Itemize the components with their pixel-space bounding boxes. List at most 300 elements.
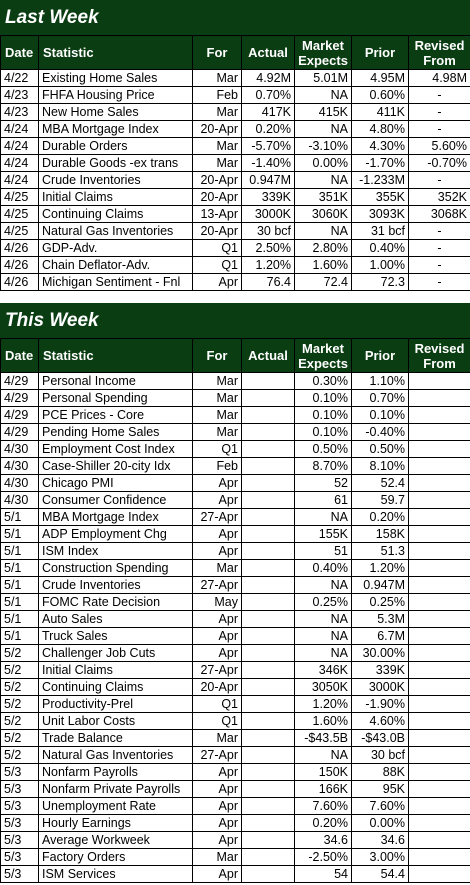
last-week-table [0,35,470,291]
table-row [1,223,470,240]
cell-market-expects: NA [295,611,352,628]
cell-prior: 88K [352,764,409,781]
cell-actual: 76.4 [242,274,295,291]
table-row [1,424,470,441]
cell-prior: 5.3M [352,611,409,628]
cell-date: 4/29 [1,390,39,407]
cell-market-expects: 155K [295,526,352,543]
cell-prior: 30.00% [352,645,409,662]
cell-revised-from [409,662,470,679]
cell-statistic: Continuing Claims [39,679,193,696]
cell-prior: 0.50% [352,441,409,458]
cell-statistic: Auto Sales [39,611,193,628]
table-row [1,240,470,257]
cell-market-expects: NA [295,577,352,594]
cell-actual [242,458,295,475]
cell-statistic: Chain Deflator-Adv. [39,257,193,274]
cell-date: 5/2 [1,730,39,747]
cell-revised-from [409,730,470,747]
cell-revised-from [409,390,470,407]
cell-prior: 4.80% [352,121,409,138]
cell-actual: 339K [242,189,295,206]
cell-date: 5/2 [1,662,39,679]
cell-prior: 4.30% [352,138,409,155]
cell-prior: 52.4 [352,475,409,492]
cell-for: Mar [193,373,242,390]
cell-statistic: Chicago PMI [39,475,193,492]
header-for: For [193,36,242,70]
cell-for: Mar [193,390,242,407]
cell-date: 5/3 [1,832,39,849]
cell-for: 20-Apr [193,223,242,240]
cell-for: Mar [193,849,242,866]
cell-revised-from [409,373,470,390]
table-row [1,781,470,798]
cell-for: Apr [193,866,242,883]
cell-statistic: Construction Spending [39,560,193,577]
cell-prior: 7.60% [352,798,409,815]
cell-statistic: ADP Employment Chg [39,526,193,543]
table-row [1,526,470,543]
cell-date: 5/2 [1,679,39,696]
cell-actual [242,815,295,832]
cell-date: 5/2 [1,713,39,730]
cell-revised-from: -0.70% [409,155,470,172]
table-row [1,849,470,866]
cell-prior: 0.00% [352,815,409,832]
cell-market-expects: 150K [295,764,352,781]
cell-market-expects: NA [295,121,352,138]
cell-actual [242,747,295,764]
cell-date: 4/24 [1,172,39,189]
cell-revised-from [409,424,470,441]
cell-actual [242,849,295,866]
cell-statistic: Consumer Confidence [39,492,193,509]
cell-revised-from [409,611,470,628]
cell-date: 4/24 [1,155,39,172]
cell-revised-from [409,543,470,560]
cell-for: Mar [193,424,242,441]
cell-market-expects: 54 [295,866,352,883]
cell-actual [242,390,295,407]
table-row [1,577,470,594]
cell-actual [242,560,295,577]
header-prior: Prior [352,339,409,373]
table-row [1,764,470,781]
cell-statistic: Case-Shiller 20-city Idx [39,458,193,475]
cell-prior: 0.70% [352,390,409,407]
cell-revised-from: - [409,223,470,240]
cell-prior: -$43.0B [352,730,409,747]
table-row [1,679,470,696]
cell-market-expects: 346K [295,662,352,679]
cell-date: 5/1 [1,594,39,611]
cell-market-expects: 1.60% [295,713,352,730]
cell-market-expects: 0.25% [295,594,352,611]
cell-revised-from [409,764,470,781]
cell-for: Apr [193,611,242,628]
cell-revised-from [409,458,470,475]
cell-date: 4/23 [1,104,39,121]
cell-prior: -0.40% [352,424,409,441]
cell-market-expects: 3050K [295,679,352,696]
cell-date: 4/30 [1,475,39,492]
cell-statistic: MBA Mortgage Index [39,121,193,138]
table-row [1,407,470,424]
cell-prior: 8.10% [352,458,409,475]
cell-market-expects: 5.01M [295,70,352,87]
table-row [1,645,470,662]
table-row [1,189,470,206]
header-market-expects [295,36,352,70]
cell-date: 5/1 [1,526,39,543]
cell-statistic: Truck Sales [39,628,193,645]
cell-statistic: FOMC Rate Decision [39,594,193,611]
cell-prior: 4.95M [352,70,409,87]
cell-prior: -1.90% [352,696,409,713]
cell-date: 5/3 [1,815,39,832]
table-row [1,730,470,747]
cell-for: Apr [193,764,242,781]
cell-actual [242,764,295,781]
cell-market-expects: 415K [295,104,352,121]
section-title-last-week: Last Week [0,0,470,35]
cell-revised-from [409,696,470,713]
cell-actual: 4.92M [242,70,295,87]
table-row [1,713,470,730]
cell-prior: 3.00% [352,849,409,866]
cell-for: Mar [193,104,242,121]
cell-for: Apr [193,798,242,815]
cell-for: 27-Apr [193,577,242,594]
cell-for: Apr [193,832,242,849]
cell-revised-from: - [409,87,470,104]
cell-date: 4/25 [1,223,39,240]
cell-date: 5/1 [1,560,39,577]
cell-for: Mar [193,560,242,577]
cell-actual [242,543,295,560]
cell-revised-from [409,577,470,594]
cell-prior: 0.25% [352,594,409,611]
cell-statistic: Natural Gas Inventories [39,223,193,240]
header-statistic: Statistic [39,36,193,70]
cell-revised-from [409,815,470,832]
cell-date: 5/2 [1,645,39,662]
cell-date: 5/3 [1,764,39,781]
cell-prior: 31 bcf [352,223,409,240]
cell-statistic: Nonfarm Private Payrolls [39,781,193,798]
table-row [1,257,470,274]
table-row [1,543,470,560]
table-row [1,87,470,104]
header-revised-from-line2: From [423,52,456,68]
cell-market-expects: 0.00% [295,155,352,172]
section-title-this-week: This Week [0,303,470,338]
cell-for: May [193,594,242,611]
cell-revised-from [409,866,470,883]
cell-revised-from [409,475,470,492]
cell-for: Apr [193,475,242,492]
cell-for: Mar [193,138,242,155]
cell-statistic: Personal Spending [39,390,193,407]
cell-actual [242,662,295,679]
cell-for: 20-Apr [193,189,242,206]
cell-for: Feb [193,87,242,104]
cell-prior: 72.3 [352,274,409,291]
cell-market-expects: 34.6 [295,832,352,849]
cell-prior: 1.00% [352,257,409,274]
cell-prior: 1.20% [352,560,409,577]
cell-for: Mar [193,155,242,172]
cell-market-expects: 52 [295,475,352,492]
cell-statistic: Crude Inventories [39,172,193,189]
cell-market-expects: NA [295,172,352,189]
cell-date: 4/29 [1,407,39,424]
cell-revised-from [409,645,470,662]
cell-market-expects: 0.10% [295,407,352,424]
table-row [1,172,470,189]
header-market-expects-line1: Market [302,37,344,53]
header-for: For [193,339,242,373]
cell-actual [242,781,295,798]
cell-statistic: PCE Prices - Core [39,407,193,424]
cell-market-expects: 51 [295,543,352,560]
cell-market-expects: 351K [295,189,352,206]
cell-revised-from: - [409,172,470,189]
cell-prior: 0.947M [352,577,409,594]
table-row [1,815,470,832]
cell-for: Q1 [193,441,242,458]
cell-market-expects: 2.80% [295,240,352,257]
cell-market-expects: NA [295,509,352,526]
cell-date: 5/3 [1,798,39,815]
cell-date: 5/2 [1,696,39,713]
cell-date: 4/29 [1,373,39,390]
cell-statistic: Productivity-Prel [39,696,193,713]
cell-prior: 3000K [352,679,409,696]
table-row [1,475,470,492]
table-row [1,274,470,291]
cell-statistic: Durable Orders [39,138,193,155]
cell-date: 4/24 [1,138,39,155]
table-row [1,390,470,407]
cell-actual [242,594,295,611]
cell-prior: 355K [352,189,409,206]
cell-date: 4/25 [1,189,39,206]
cell-revised-from [409,747,470,764]
table-row [1,611,470,628]
cell-revised-from [409,560,470,577]
cell-date: 4/26 [1,274,39,291]
cell-revised-from: - [409,257,470,274]
cell-statistic: Durable Goods -ex trans [39,155,193,172]
cell-revised-from [409,679,470,696]
cell-actual [242,492,295,509]
cell-revised-from: - [409,274,470,291]
cell-date: 4/24 [1,121,39,138]
cell-market-expects: 0.40% [295,560,352,577]
cell-prior: 4.60% [352,713,409,730]
cell-actual [242,526,295,543]
cell-revised-from [409,441,470,458]
cell-date: 5/1 [1,577,39,594]
table-row [1,662,470,679]
cell-date: 4/26 [1,257,39,274]
cell-actual: -1.40% [242,155,295,172]
cell-revised-from [409,781,470,798]
cell-statistic: Average Workweek [39,832,193,849]
cell-market-expects: 0.10% [295,424,352,441]
cell-statistic: Personal Income [39,373,193,390]
cell-date: 4/23 [1,87,39,104]
cell-statistic: Employment Cost Index [39,441,193,458]
cell-for: Apr [193,492,242,509]
cell-statistic: Michigan Sentiment - Fnl [39,274,193,291]
cell-market-expects: NA [295,223,352,240]
cell-statistic: Hourly Earnings [39,815,193,832]
cell-date: 4/30 [1,492,39,509]
cell-actual: 417K [242,104,295,121]
cell-prior: 339K [352,662,409,679]
table-row [1,560,470,577]
cell-prior: 30 bcf [352,747,409,764]
table-row [1,458,470,475]
cell-revised-from [409,509,470,526]
cell-date: 4/22 [1,70,39,87]
header-revised-from-line2: From [423,355,456,371]
header-prior: Prior [352,36,409,70]
cell-actual: 3000K [242,206,295,223]
cell-actual [242,475,295,492]
table-row [1,441,470,458]
cell-for: Apr [193,628,242,645]
cell-statistic: Crude Inventories [39,577,193,594]
table-row [1,492,470,509]
cell-statistic: MBA Mortgage Index [39,509,193,526]
cell-prior: -1.70% [352,155,409,172]
cell-market-expects: 7.60% [295,798,352,815]
cell-market-expects: 0.20% [295,815,352,832]
cell-actual: 2.50% [242,240,295,257]
cell-date: 4/25 [1,206,39,223]
cell-market-expects: 72.4 [295,274,352,291]
cell-for: 27-Apr [193,662,242,679]
cell-date: 5/1 [1,611,39,628]
cell-for: Apr [193,274,242,291]
cell-revised-from: - [409,240,470,257]
cell-for: Apr [193,781,242,798]
cell-actual [242,441,295,458]
cell-prior: 158K [352,526,409,543]
cell-actual [242,577,295,594]
cell-revised-from [409,832,470,849]
cell-market-expects: 1.20% [295,696,352,713]
cell-statistic: FHFA Housing Price [39,87,193,104]
table-row [1,594,470,611]
cell-market-expects: -$43.5B [295,730,352,747]
cell-prior: 95K [352,781,409,798]
cell-for: Mar [193,70,242,87]
cell-actual [242,407,295,424]
cell-for: Feb [193,458,242,475]
cell-revised-from [409,526,470,543]
cell-market-expects: NA [295,747,352,764]
cell-market-expects: 8.70% [295,458,352,475]
cell-prior: 51.3 [352,543,409,560]
cell-market-expects: -2.50% [295,849,352,866]
cell-revised-from [409,713,470,730]
cell-for: 20-Apr [193,121,242,138]
header-market-expects-line2: Expects [298,355,348,371]
cell-market-expects: NA [295,645,352,662]
cell-market-expects: 3060K [295,206,352,223]
cell-statistic: ISM Index [39,543,193,560]
header-revised-from-line1: Revised [414,37,465,53]
cell-actual [242,373,295,390]
cell-revised-from [409,798,470,815]
table-row [1,104,470,121]
table-row [1,866,470,883]
cell-prior: 54.4 [352,866,409,883]
cell-date: 5/3 [1,781,39,798]
header-date: Date [1,339,39,373]
cell-market-expects: 166K [295,781,352,798]
cell-date: 5/3 [1,849,39,866]
last-week-rows [1,70,470,291]
cell-revised-from: 5.60% [409,138,470,155]
cell-market-expects: 0.50% [295,441,352,458]
cell-revised-from [409,628,470,645]
header-statistic: Statistic [39,339,193,373]
cell-revised-from: - [409,121,470,138]
cell-market-expects: 0.10% [295,390,352,407]
cell-date: 4/26 [1,240,39,257]
table-row [1,70,470,87]
cell-date: 4/29 [1,424,39,441]
section-spacer [0,291,470,303]
cell-statistic: Natural Gas Inventories [39,747,193,764]
cell-statistic: Nonfarm Payrolls [39,764,193,781]
cell-for: Mar [193,407,242,424]
header-row [1,339,470,373]
cell-date: 5/1 [1,543,39,560]
table-row [1,206,470,223]
cell-for: Apr [193,815,242,832]
header-actual: Actual [242,339,295,373]
cell-for: 13-Apr [193,206,242,223]
cell-statistic: Initial Claims [39,662,193,679]
cell-statistic: Initial Claims [39,189,193,206]
cell-actual: 30 bcf [242,223,295,240]
header-revised-from [409,36,470,70]
table-row [1,155,470,172]
header-date: Date [1,36,39,70]
table-row [1,696,470,713]
cell-market-expects: NA [295,87,352,104]
cell-market-expects: 1.60% [295,257,352,274]
cell-actual: 0.20% [242,121,295,138]
cell-market-expects: 61 [295,492,352,509]
cell-prior: 1.10% [352,373,409,390]
table-row [1,373,470,390]
cell-date: 5/1 [1,628,39,645]
cell-actual [242,730,295,747]
cell-prior: 411K [352,104,409,121]
cell-for: Q1 [193,696,242,713]
cell-statistic: Unemployment Rate [39,798,193,815]
table-row [1,628,470,645]
header-row [1,36,470,70]
